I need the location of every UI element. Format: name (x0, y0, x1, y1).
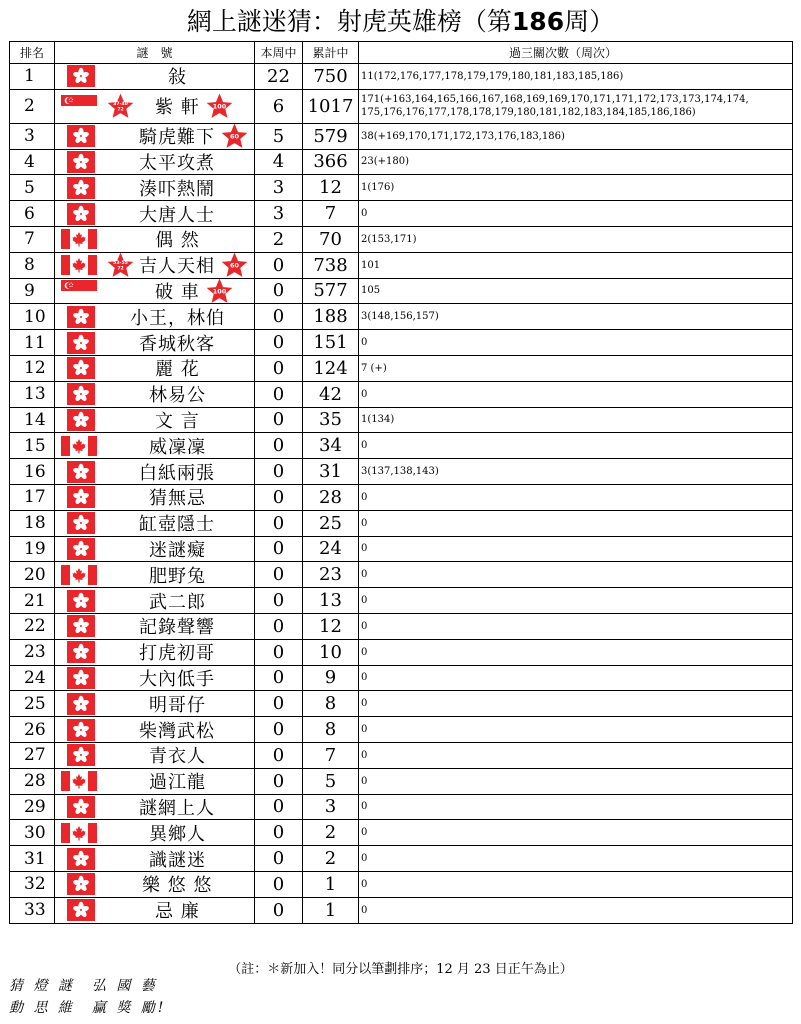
player-name: 謎網上人 (139, 797, 215, 819)
name-cell (55, 459, 255, 485)
week-hits-cell: 0 (255, 846, 303, 872)
rank-cell: 20 (10, 562, 55, 588)
week-hits-cell: 0 (255, 459, 303, 485)
history-cell: 0 (359, 871, 793, 897)
week-hits-cell: 0 (255, 433, 303, 459)
name-cell (55, 149, 255, 175)
svg-text:100: 100 (212, 102, 226, 111)
history-cell: 2(153,171) (359, 226, 793, 252)
hong-kong-flag-icon (67, 461, 95, 483)
rank-cell: 11 (10, 330, 55, 356)
total-hits-cell: 2 (303, 846, 359, 872)
player-name: 肥野兔 (149, 565, 206, 587)
milestone-star-icon (221, 123, 248, 149)
rank-cell: 10 (10, 304, 55, 330)
svg-text:72: 72 (117, 266, 124, 272)
total-hits-cell: 7 (303, 742, 359, 768)
name-cell (55, 665, 255, 691)
total-hits-cell: 188 (303, 304, 359, 330)
table-row (10, 123, 793, 149)
history-cell: 0 (359, 484, 793, 510)
hong-kong-flag-icon (67, 151, 95, 173)
player-name: 過江龍 (149, 772, 206, 794)
header-total: 累計中 (303, 42, 359, 64)
week-hits-cell: 4 (255, 149, 303, 175)
name-cell (55, 252, 255, 278)
total-hits-cell: 1017 (303, 89, 359, 123)
name-cell (55, 201, 255, 227)
rank-cell: 29 (10, 794, 55, 820)
player-name: 騎虎難下 (139, 127, 215, 149)
title-prefix: 網上謎迷猜：射虎英雄榜（第 (186, 7, 512, 36)
canada-flag-icon (61, 565, 97, 585)
player-name: 忌 廉 (155, 901, 200, 923)
player-name: 太平攻煮 (139, 152, 215, 174)
table-row (10, 304, 793, 330)
week-hits-cell: 0 (255, 665, 303, 691)
player-name: 猜無忌 (149, 488, 206, 510)
player-name: 麗 花 (155, 359, 200, 381)
player-name: 武二郎 (149, 591, 206, 613)
week-hits-cell: 2 (255, 226, 303, 252)
name-cell (55, 355, 255, 381)
week-hits-cell: 0 (255, 820, 303, 846)
total-hits-cell: 3 (303, 794, 359, 820)
name-cell (55, 175, 255, 201)
history-cell: 0 (359, 588, 793, 614)
player-name: 明哥仔 (149, 694, 206, 716)
hong-kong-flag-icon (67, 873, 95, 895)
canada-flag-icon (61, 229, 97, 249)
player-name: 識謎迷 (149, 849, 206, 871)
player-name: 缸壺隱士 (139, 514, 215, 536)
rank-cell: 3 (10, 123, 55, 149)
history-cell: 0 (359, 562, 793, 588)
hong-kong-flag-icon (67, 615, 95, 637)
history-cell: 0 (359, 897, 793, 923)
week-hits-cell: 0 (255, 330, 303, 356)
svg-text:60: 60 (229, 261, 240, 270)
total-hits-cell: 8 (303, 691, 359, 717)
player-name: 白紙兩張 (139, 462, 215, 484)
table-row (10, 484, 793, 510)
name-cell (55, 123, 255, 149)
total-hits-cell: 750 (303, 64, 359, 90)
total-hits-cell: 8 (303, 717, 359, 743)
rank-cell: 17 (10, 484, 55, 510)
rank-cell: 24 (10, 665, 55, 691)
history-cell: 0 (359, 510, 793, 536)
player-name: 大唐人士 (139, 204, 215, 226)
hong-kong-flag-icon (67, 693, 95, 715)
milestone-star-icon (206, 278, 233, 304)
player-name: 迷謎癡 (149, 539, 206, 561)
player-name: 文 言 (155, 410, 200, 432)
player-name: 敍 (168, 67, 187, 89)
rank-cell: 22 (10, 613, 55, 639)
table-row (10, 820, 793, 846)
hong-kong-flag-icon (67, 65, 95, 87)
rank-cell: 25 (10, 691, 55, 717)
table-row (10, 846, 793, 872)
name-cell (55, 562, 255, 588)
player-name: 青衣人 (149, 746, 206, 768)
title-week-number: 186 (511, 7, 565, 36)
table-row (10, 639, 793, 665)
rank-cell: 30 (10, 820, 55, 846)
week-hits-cell: 0 (255, 510, 303, 536)
milestone-star-icon (206, 93, 233, 120)
rank-cell: 4 (10, 149, 55, 175)
week-hits-cell: 0 (255, 252, 303, 278)
table-row (10, 433, 793, 459)
name-cell (55, 820, 255, 846)
canada-flag-icon (61, 771, 97, 791)
rank-cell: 15 (10, 433, 55, 459)
singapore-flag-icon (61, 280, 97, 302)
milestone-star-icon (221, 252, 248, 278)
hong-kong-flag-icon (67, 357, 95, 379)
table-row (10, 278, 793, 304)
table-body (10, 64, 793, 924)
total-hits-cell: 42 (303, 381, 359, 407)
total-hits-cell: 23 (303, 562, 359, 588)
table-row (10, 201, 793, 227)
history-cell: 38(+169,170,171,172,173,176,183,186) (359, 123, 793, 149)
rank-cell: 26 (10, 717, 55, 743)
history-cell: 7 (+) (359, 355, 793, 381)
player-name: 小王，林伯 (130, 307, 225, 329)
table-row (10, 330, 793, 356)
rank-cell: 1 (10, 64, 55, 90)
week-hits-cell: 0 (255, 768, 303, 794)
name-cell (55, 871, 255, 897)
name-cell (55, 794, 255, 820)
hong-kong-flag-icon (67, 512, 95, 534)
table-row (10, 89, 793, 123)
name-cell (55, 484, 255, 510)
total-hits-cell: 7 (303, 201, 359, 227)
table-row (10, 794, 793, 820)
total-hits-cell: 5 (303, 768, 359, 794)
hong-kong-flag-icon (67, 538, 95, 560)
history-cell: 0 (359, 691, 793, 717)
total-hits-cell: 28 (303, 484, 359, 510)
svg-text:60: 60 (229, 132, 240, 141)
page-title (0, 4, 801, 40)
player-name: 樂 悠 悠 (142, 875, 213, 897)
name-cell (55, 717, 255, 743)
rank-cell: 8 (10, 252, 55, 278)
rank-cell: 7 (10, 226, 55, 252)
player-name: 紫 軒 (155, 97, 200, 119)
history-cell: 0 (359, 665, 793, 691)
player-name: 記錄聲響 (139, 617, 215, 639)
history-cell: 0 (359, 820, 793, 846)
total-hits-cell: 24 (303, 536, 359, 562)
week-hits-cell: 0 (255, 871, 303, 897)
total-hits-cell: 34 (303, 433, 359, 459)
table-row (10, 459, 793, 485)
table-header-row (10, 42, 793, 64)
hong-kong-flag-icon (67, 332, 95, 354)
week-hits-cell: 0 (255, 717, 303, 743)
svg-text:72: 72 (117, 107, 124, 113)
rank-cell: 28 (10, 768, 55, 794)
rank-cell: 32 (10, 871, 55, 897)
name-cell (55, 64, 255, 90)
history-cell: 0 (359, 794, 793, 820)
week-hits-cell: 0 (255, 278, 303, 304)
name-cell (55, 897, 255, 923)
history-cell: 0 (359, 717, 793, 743)
header-week: 本周中 (255, 42, 303, 64)
canada-flag-icon (61, 255, 97, 275)
history-cell: 171(+163,164,165,166,167,168,169,169,170,171,171,172,173,173,174,174, 175,176,176,177,178,178,179,180,181,182,183,184,185,186,186) (359, 89, 793, 123)
rank-cell: 6 (10, 201, 55, 227)
total-hits-cell: 151 (303, 330, 359, 356)
week-hits-cell: 0 (255, 742, 303, 768)
rank-cell: 31 (10, 846, 55, 872)
table-row (10, 536, 793, 562)
player-name: 吉人天相 (139, 256, 215, 278)
total-hits-cell: 70 (303, 226, 359, 252)
hong-kong-flag-icon (67, 744, 95, 766)
history-cell: 0 (359, 433, 793, 459)
total-hits-cell: 2 (303, 820, 359, 846)
svg-text:37-40: 37-40 (113, 102, 128, 108)
rank-cell: 9 (10, 278, 55, 304)
week-hits-cell: 0 (255, 691, 303, 717)
hong-kong-flag-icon (67, 667, 95, 689)
history-cell: 11(172,176,177,178,179,179,180,181,183,185,186) (359, 64, 793, 90)
rank-cell: 2 (10, 89, 55, 123)
table-row (10, 742, 793, 768)
name-cell (55, 691, 255, 717)
hong-kong-flag-icon (67, 409, 95, 431)
week-hits-cell: 0 (255, 613, 303, 639)
total-hits-cell: 12 (303, 175, 359, 201)
history-cell: 1(134) (359, 407, 793, 433)
history-cell: 0 (359, 536, 793, 562)
total-hits-cell: 1 (303, 897, 359, 923)
week-hits-cell: 22 (255, 64, 303, 90)
name-cell (55, 742, 255, 768)
week-hits-cell: 0 (255, 381, 303, 407)
slogan-line-2: 動 思 維 贏 獎 勵! (9, 1000, 167, 1016)
table-row (10, 226, 793, 252)
total-hits-cell: 738 (303, 252, 359, 278)
week-hits-cell: 0 (255, 536, 303, 562)
name-cell (55, 381, 255, 407)
player-name: 大內低手 (139, 668, 215, 690)
history-cell: 3(148,156,157) (359, 304, 793, 330)
week-hits-cell: 5 (255, 123, 303, 149)
hong-kong-flag-icon (67, 383, 95, 405)
table-row (10, 691, 793, 717)
rank-cell: 12 (10, 355, 55, 381)
rank-cell: 23 (10, 639, 55, 665)
history-cell: 1(176) (359, 175, 793, 201)
name-cell (55, 613, 255, 639)
total-hits-cell: 35 (303, 407, 359, 433)
name-cell (55, 89, 255, 123)
week-hits-cell: 6 (255, 89, 303, 123)
hong-kong-flag-icon (67, 796, 95, 818)
name-cell (55, 407, 255, 433)
hong-kong-flag-icon (67, 899, 95, 921)
total-hits-cell: 13 (303, 588, 359, 614)
player-name: 威凜凜 (149, 436, 206, 458)
player-name: 異鄉人 (149, 823, 206, 845)
week-hits-cell: 0 (255, 355, 303, 381)
player-name: 打虎初哥 (139, 643, 215, 665)
hong-kong-flag-icon (67, 486, 95, 508)
player-name: 林易公 (149, 385, 206, 407)
total-hits-cell: 12 (303, 613, 359, 639)
total-hits-cell: 124 (303, 355, 359, 381)
table-row (10, 407, 793, 433)
hong-kong-flag-icon (67, 590, 95, 612)
rank-cell: 33 (10, 897, 55, 923)
svg-text:100: 100 (212, 287, 226, 296)
rank-badge-star-icon (107, 252, 134, 278)
week-hits-cell: 0 (255, 484, 303, 510)
total-hits-cell: 577 (303, 278, 359, 304)
history-cell: 0 (359, 639, 793, 665)
svg-text:53-55: 53-55 (113, 261, 128, 267)
history-cell: 0 (359, 381, 793, 407)
hong-kong-flag-icon (67, 177, 95, 199)
total-hits-cell: 579 (303, 123, 359, 149)
table-row (10, 510, 793, 536)
table-row (10, 175, 793, 201)
rank-cell: 21 (10, 588, 55, 614)
table-row (10, 562, 793, 588)
week-hits-cell: 3 (255, 201, 303, 227)
name-cell (55, 510, 255, 536)
table-row (10, 588, 793, 614)
rank-cell: 19 (10, 536, 55, 562)
name-cell (55, 304, 255, 330)
week-hits-cell: 0 (255, 588, 303, 614)
header-rank: 排名 (10, 42, 55, 64)
header-name: 謎 號 (55, 42, 255, 64)
player-name: 偶 然 (155, 230, 200, 252)
history-cell: 0 (359, 742, 793, 768)
week-hits-cell: 0 (255, 407, 303, 433)
total-hits-cell: 31 (303, 459, 359, 485)
week-hits-cell: 0 (255, 897, 303, 923)
history-cell: 0 (359, 201, 793, 227)
history-cell: 0 (359, 613, 793, 639)
history-cell: 23(+180) (359, 149, 793, 175)
history-cell: 0 (359, 330, 793, 356)
hong-kong-flag-icon (67, 306, 95, 328)
week-hits-cell: 0 (255, 304, 303, 330)
name-cell (55, 226, 255, 252)
table-row (10, 355, 793, 381)
hong-kong-flag-icon (67, 719, 95, 741)
table-row (10, 717, 793, 743)
total-hits-cell: 10 (303, 639, 359, 665)
history-cell: 0 (359, 768, 793, 794)
footnote: （註：＊新加入！同分以筆劃排序；12 月 23 日正午為止） (228, 962, 573, 977)
header-history: 過三關次數（周次） (359, 42, 793, 64)
table-row (10, 381, 793, 407)
table-row (10, 871, 793, 897)
table-row (10, 897, 793, 923)
name-cell (55, 639, 255, 665)
week-hits-cell: 0 (255, 639, 303, 665)
history-cell: 3(137,138,143) (359, 459, 793, 485)
name-cell (55, 536, 255, 562)
name-cell (55, 330, 255, 356)
table-row (10, 768, 793, 794)
rank-cell: 14 (10, 407, 55, 433)
table-row (10, 665, 793, 691)
player-name: 柴灣武松 (139, 720, 215, 742)
total-hits-cell: 9 (303, 665, 359, 691)
slogan-line-1: 猜 燈 謎 弘 國 藝 (9, 978, 158, 994)
rank-cell: 27 (10, 742, 55, 768)
name-cell (55, 846, 255, 872)
rank-cell: 13 (10, 381, 55, 407)
history-cell: 101 (359, 252, 793, 278)
total-hits-cell: 25 (303, 510, 359, 536)
singapore-flag-icon (61, 95, 97, 117)
name-cell (55, 588, 255, 614)
rank-cell: 18 (10, 510, 55, 536)
rank-badge-star-icon (107, 93, 134, 120)
table-row (10, 613, 793, 639)
hong-kong-flag-icon (67, 848, 95, 870)
total-hits-cell: 1 (303, 871, 359, 897)
player-name: 湊吓熱鬧 (139, 178, 215, 200)
table-row (10, 64, 793, 90)
hong-kong-flag-icon (67, 203, 95, 225)
table-row (10, 149, 793, 175)
ranking-table (9, 41, 793, 924)
rank-cell: 5 (10, 175, 55, 201)
player-name: 破 車 (155, 281, 200, 303)
canada-flag-icon (61, 436, 97, 456)
week-hits-cell: 0 (255, 794, 303, 820)
canada-flag-icon (61, 823, 97, 843)
player-name: 香城秋客 (139, 333, 215, 355)
rank-cell: 16 (10, 459, 55, 485)
week-hits-cell: 3 (255, 175, 303, 201)
hong-kong-flag-icon (67, 125, 95, 147)
total-hits-cell: 366 (303, 149, 359, 175)
name-cell (55, 278, 255, 304)
title-suffix: 周） (564, 7, 615, 36)
history-cell: 0 (359, 846, 793, 872)
week-hits-cell: 0 (255, 562, 303, 588)
name-cell (55, 768, 255, 794)
name-cell (55, 433, 255, 459)
history-cell: 105 (359, 278, 793, 304)
hong-kong-flag-icon (67, 641, 95, 663)
table-row (10, 252, 793, 278)
